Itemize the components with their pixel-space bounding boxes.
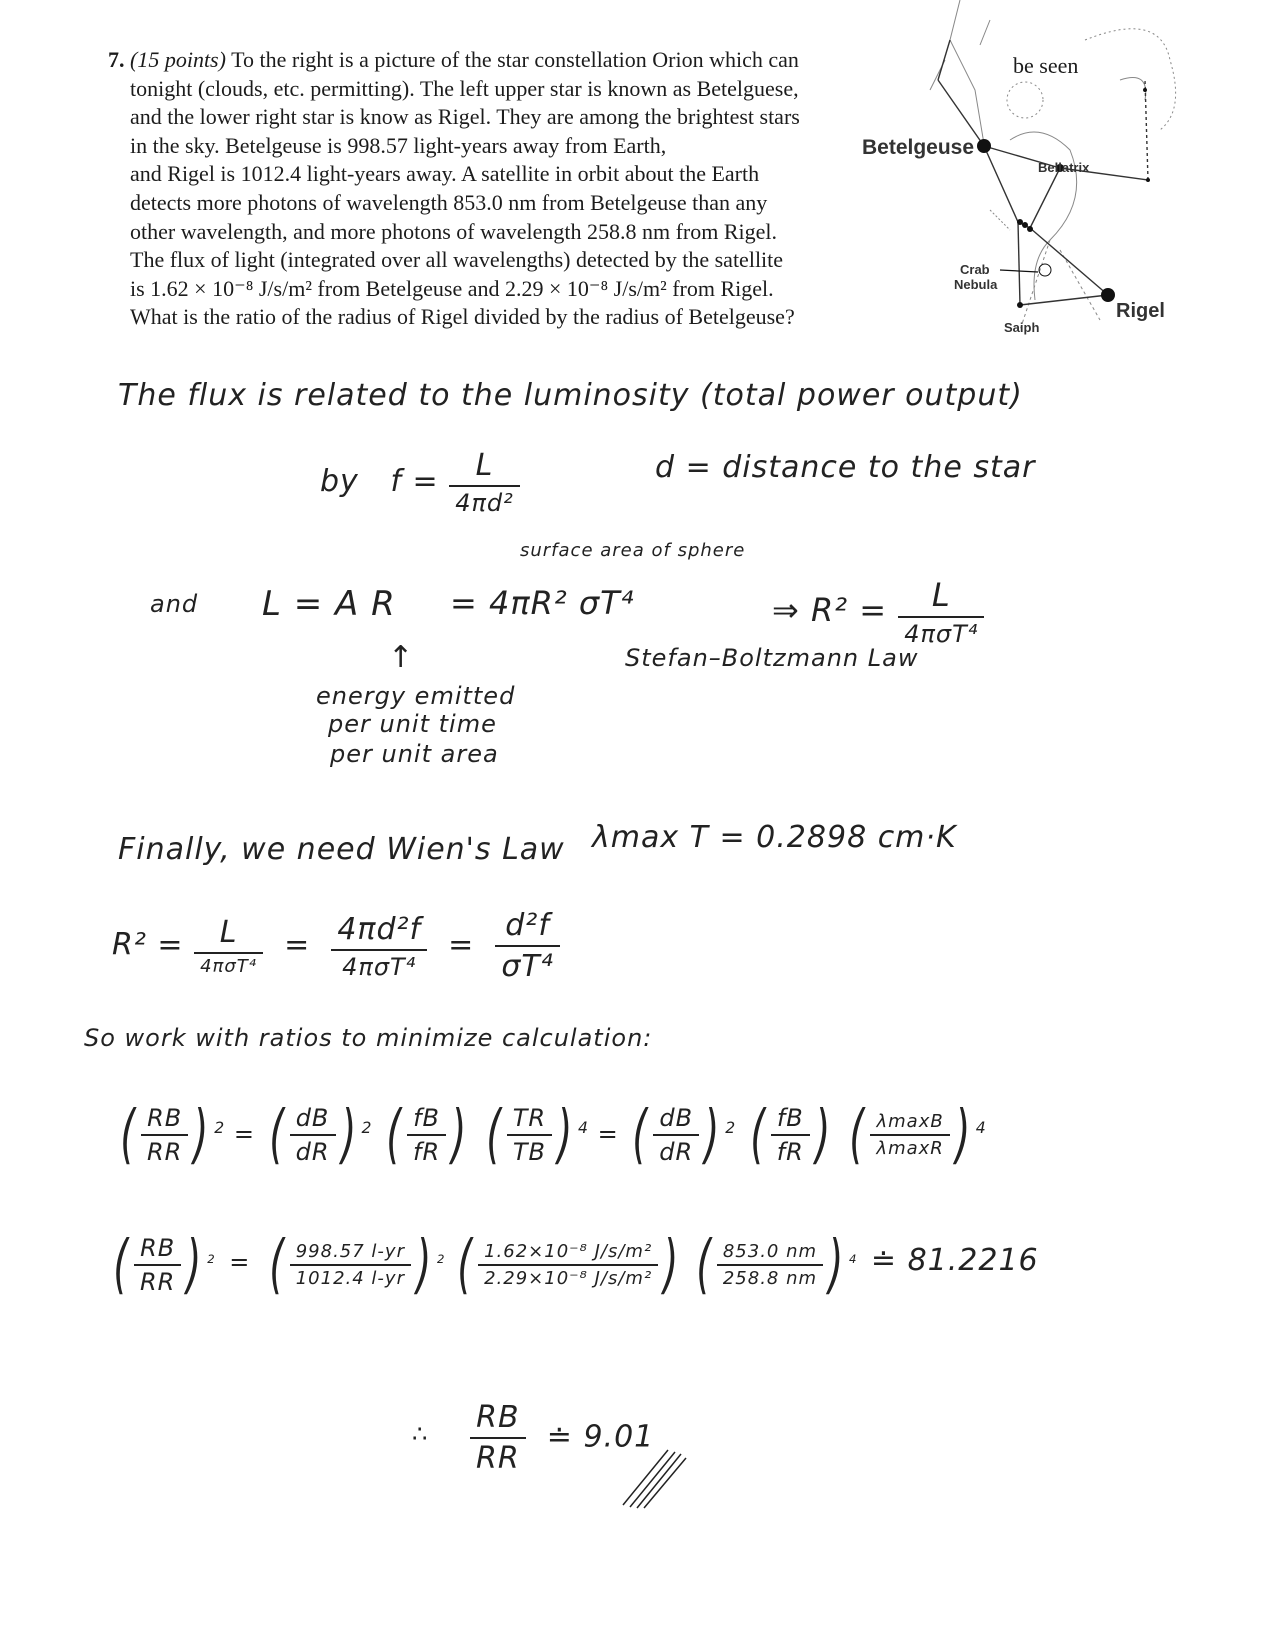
- orion-constellation-picture: [862, 0, 1255, 350]
- surface-area-note: surface area of sphere: [520, 540, 746, 561]
- wavelength-values: [717, 1241, 823, 1289]
- fraction-numerator: 4πd²f: [331, 912, 427, 951]
- label-crab-nebula: Crab: [960, 262, 990, 277]
- ratio-symbolic-equation: ( $\frac{RB}{RR}$ ) $^2$ = ( $\frac{dB}{dR}$ ) $^2$ ( $\frac{fB}{fR}$ ) ( $\frac{TR}{TB}$ ) $^4$ = ( $\frac{dB}{dR}$ ) $^2$ ( $\frac{fB}{fR}$ ) ( $\frac{\lambda\max B}{\lambda\max R}$ ) $^4$: [120, 1098, 987, 1172]
- result-81: ≐ 81.2216: [870, 1243, 1039, 1278]
- fraction-denominator: 4πσT⁴: [342, 952, 417, 981]
- problem-line: in the sky. Betelgeuse is 998.57 light-years away from Earth,: [130, 132, 667, 158]
- ratio-lhs: [134, 1234, 181, 1296]
- fraction-denominator: 258.8 nm: [722, 1268, 818, 1289]
- final-value: ≐ 9.01: [546, 1419, 655, 1455]
- fraction-numerator: fB: [771, 1104, 810, 1136]
- fraction-denominator: σT⁴: [501, 949, 554, 984]
- fraction-numerator: RB: [134, 1234, 181, 1266]
- flux-values: [478, 1241, 658, 1289]
- r2-denominator: 4πσT⁴: [904, 620, 979, 648]
- fraction-denominator: 4πσT⁴: [200, 956, 258, 977]
- problem-be-seen: be seen: [1013, 53, 1079, 78]
- fraction-denominator: RR: [476, 1441, 520, 1476]
- problem-line: and the lower right star is know as Rigel. They are among the brightest stars: [130, 104, 800, 130]
- distance-values: [290, 1241, 411, 1289]
- exponent: 2: [207, 1252, 216, 1266]
- lambda-ratio: [870, 1111, 949, 1159]
- exponent: 2: [361, 1119, 373, 1137]
- equals-sign: =: [284, 927, 311, 963]
- fraction-denominator: dR: [295, 1138, 330, 1166]
- r2-fraction: [898, 576, 984, 648]
- luminosity-equation: L = A R: [262, 584, 396, 624]
- equals-sign: =: [229, 1248, 251, 1276]
- solution-intro: The flux is related to the luminosity (total power output): [118, 378, 1023, 413]
- problem-line: tonight (clouds, etc. permitting). The left upper star is known as Betelguese,: [130, 75, 799, 101]
- ratio-numeric-equation: ( $\frac{RB}{RR}$ ) $^2$ = ( $\frac{998.57 l-yr}{1012.4 l-yr}$ ) $^2$ ( $\frac{\text{1.62×10⁻⁸ J/s/m²}}{\text{2.29×10⁻⁸ J/s/m²}}$ ) ( $\frac{853.0 nm}{258.8 nm}$ ) $^4$ ≐ 81.2216: [113, 1228, 1039, 1302]
- label-saiph: Saiph: [1004, 320, 1040, 335]
- therefore-symbol: ∴: [412, 1420, 429, 1448]
- fraction-denominator: λmaxR: [876, 1138, 944, 1159]
- up-arrow: ↑: [388, 640, 415, 675]
- exponent: 4: [975, 1119, 987, 1137]
- fraction-numerator: fB: [407, 1104, 446, 1136]
- fraction-denominator: 2.29×10⁻⁸ J/s/m²: [484, 1268, 653, 1289]
- flux-lhs: f =: [390, 464, 439, 499]
- star-betelgeuse: [977, 139, 991, 153]
- problem-line: detects more photons of wavelength 853.0 nm from Betelgeuse than any: [130, 189, 768, 215]
- problem-text: To the right is a picture of the star constellation Orion which can: [231, 47, 799, 72]
- label-rigel: Rigel: [1116, 300, 1165, 322]
- answer-emphasis-marks: [618, 1440, 688, 1510]
- star-rigel: [1101, 288, 1115, 302]
- and-word: and: [150, 590, 199, 618]
- fraction-denominator: fR: [776, 1138, 804, 1166]
- final-ratio: [470, 1400, 526, 1476]
- problem-line: other wavelength, and more photons of wavelength 258.8 nm from Rigel.: [130, 218, 778, 244]
- fraction-numerator: dB: [290, 1104, 336, 1136]
- r2-fraction-1: [194, 915, 263, 977]
- implies-arrow: ⇒ R² =: [772, 591, 888, 629]
- fraction-numerator: TR: [507, 1104, 552, 1136]
- fraction-numerator: RB: [141, 1104, 188, 1136]
- t-ratio: [507, 1104, 552, 1166]
- exponent: 2: [725, 1119, 737, 1137]
- label-betelgeuse: Betelgeuse: [862, 136, 975, 159]
- ratio-intro: So work with ratios to minimize calculation:: [84, 1024, 653, 1052]
- r2-fraction-3: [495, 908, 559, 984]
- f-ratio: [407, 1104, 446, 1166]
- d-ratio: [653, 1104, 699, 1166]
- label-crab-nebula: Nebula: [954, 277, 998, 292]
- fraction-denominator: dR: [659, 1138, 694, 1166]
- fraction-denominator: TB: [512, 1138, 546, 1166]
- r2-fraction-2: [331, 912, 427, 981]
- exponent: 4: [849, 1252, 858, 1266]
- flux-fraction: [449, 448, 520, 517]
- stefan-boltzmann-label: Stefan–Boltzmann Law: [625, 644, 919, 672]
- flux-formula: [320, 448, 520, 517]
- equals-sign: =: [448, 927, 475, 963]
- fraction-numerator: L: [194, 915, 263, 954]
- label-bellatrix: Bellatrix: [1038, 160, 1090, 175]
- exponent: 4: [578, 1119, 589, 1137]
- fraction-numerator: RB: [470, 1400, 526, 1439]
- star-saiph: [1017, 302, 1023, 308]
- problem-line: What is the ratio of the radius of Rigel divided by the radius of Betelgeuse?: [130, 304, 795, 330]
- fraction-numerator: d²f: [495, 908, 559, 947]
- fraction-numerator: λmaxB: [870, 1111, 949, 1136]
- problem-line: is 1.62 × 10⁻⁸ J/s/m² from Betelgeuse and 2.29 × 10⁻⁸ J/s/m² from Rigel.: [130, 275, 774, 301]
- problem-line: The flux of light (integrated over all wavelengths) detected by the satellite: [130, 247, 784, 273]
- radius-squared-formula: [772, 576, 984, 648]
- fraction-numerator: 853.0 nm: [717, 1241, 823, 1266]
- ratio-lhs: [141, 1104, 188, 1166]
- by-word: by: [320, 464, 359, 499]
- distance-definition: d = distance to the star: [655, 450, 1036, 485]
- fraction-denominator: RR: [146, 1138, 183, 1166]
- f-ratio: [771, 1104, 810, 1166]
- luminosity-equation-rhs: = 4πR² σT⁴: [450, 584, 635, 622]
- flux-denominator: 4πd²: [455, 489, 514, 517]
- r2-derivation: [112, 908, 560, 984]
- equals-sign: =: [233, 1120, 255, 1148]
- fraction-numerator: 1.62×10⁻⁸ J/s/m²: [478, 1241, 658, 1266]
- d-ratio: [290, 1104, 336, 1166]
- flux-numerator: L: [449, 448, 520, 487]
- exponent: 2: [436, 1252, 446, 1266]
- problem-line: and Rigel is 1012.4 light-years away. A satellite in orbit about the Earth: [130, 161, 760, 187]
- problem-statement: [108, 46, 918, 332]
- energy-note-2: per unit time: [328, 710, 497, 738]
- problem-points: (15 points): [130, 47, 226, 72]
- r2-lhs: R² =: [112, 927, 184, 963]
- club-outline: [950, 0, 985, 150]
- fraction-numerator: dB: [653, 1104, 699, 1136]
- wien-equation: λmax T = 0.2898 cm·K: [592, 820, 957, 855]
- fraction-numerator: 998.57 l-yr: [290, 1241, 411, 1266]
- fraction-denominator: fR: [413, 1138, 441, 1166]
- equals-sign: =: [597, 1120, 619, 1148]
- exponent: 2: [214, 1119, 226, 1137]
- r2-numerator: L: [898, 576, 984, 618]
- orion-sketch: [920, 0, 1255, 350]
- problem-number: 7.: [108, 47, 125, 72]
- problem-line-1: [108, 46, 918, 75]
- energy-note-3: per unit area: [330, 740, 499, 768]
- wien-intro: Finally, we need Wien's Law: [118, 832, 565, 867]
- fraction-denominator: 1012.4 l-yr: [295, 1268, 405, 1289]
- energy-note-1: energy emitted: [316, 682, 516, 710]
- fraction-denominator: RR: [139, 1268, 176, 1296]
